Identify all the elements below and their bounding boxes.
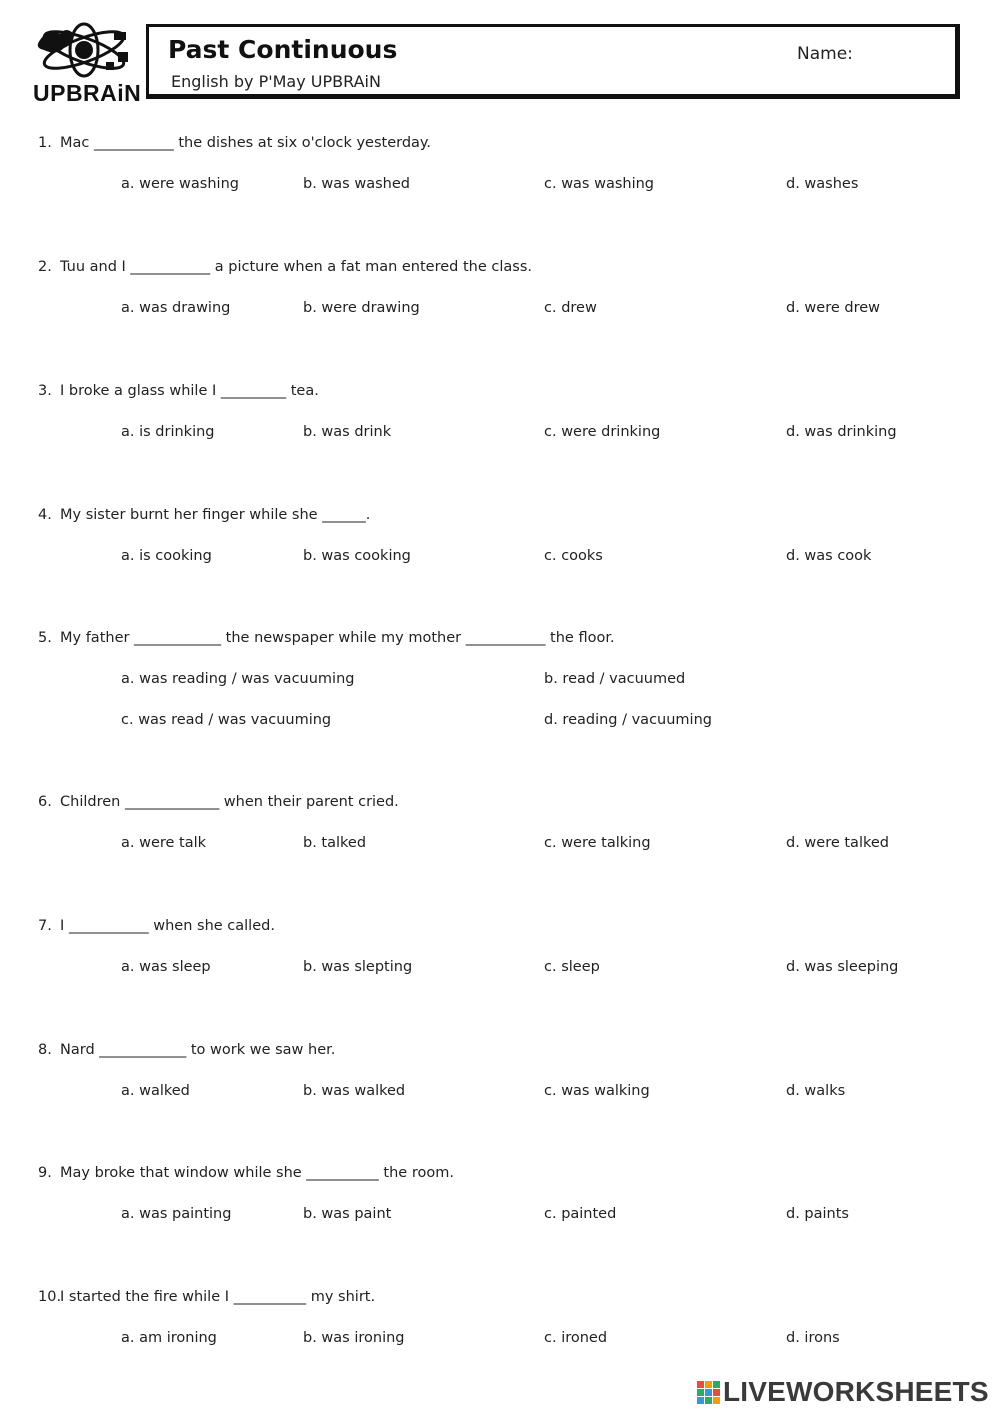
logo-wordmark: UPBRAiN [33, 80, 142, 106]
answer-option[interactable]: a. was drawing [121, 300, 231, 316]
answer-option[interactable]: c. sleep [544, 959, 600, 975]
answer-option[interactable]: d. irons [786, 1330, 840, 1346]
question-text: I broke a glass while I _________ tea. [60, 383, 319, 399]
answer-option[interactable]: b. read / vacuumed [544, 671, 686, 687]
answer-option[interactable]: c. was washing [544, 176, 655, 192]
liveworksheets-wordmark: LIVEWORKSHEETS [723, 1376, 989, 1407]
question-number: 7. [38, 918, 52, 934]
question-number: 3. [38, 383, 52, 399]
answer-option[interactable]: d. was sleeping [786, 959, 899, 975]
question-4 [38, 507, 370, 523]
answer-option[interactable]: a. is cooking [121, 548, 212, 564]
question-text: I ___________ when she called. [60, 918, 275, 934]
name-field-label: Name: [797, 44, 853, 64]
answer-option[interactable]: d. washes [786, 176, 859, 192]
question-number: 8. [38, 1042, 52, 1058]
question-text: Mac ___________ the dishes at six o'clock yesterday. [60, 135, 432, 151]
answer-option[interactable]: c. were talking [544, 835, 651, 851]
question-text: Tuu and I ___________ a picture when a fat man entered the class. [60, 259, 532, 275]
question-10 [38, 1289, 375, 1305]
answer-option[interactable]: b. was ironing [303, 1330, 405, 1346]
answer-option[interactable]: d. paints [786, 1206, 849, 1222]
answer-option[interactable]: b. was walked [303, 1083, 406, 1099]
answer-option[interactable]: c. was read / was vacuuming [121, 712, 332, 728]
question-number: 1. [38, 135, 52, 151]
worksheet-subtitle: English by P'May UPBRAiN [171, 72, 381, 91]
question-text: Nard ____________ to work we saw her. [60, 1042, 336, 1058]
question-1 [38, 135, 431, 151]
question-2 [38, 259, 532, 275]
answer-option[interactable]: c. cooks [544, 548, 603, 564]
answer-option[interactable]: c. was walking [544, 1083, 650, 1099]
answer-option[interactable]: b. was drink [303, 424, 392, 440]
question-number: 6. [38, 794, 52, 810]
answer-option[interactable]: a. walked [121, 1083, 190, 1099]
question-5 [38, 630, 615, 646]
answer-option[interactable]: d. was cook [786, 548, 872, 564]
answer-option[interactable]: c. painted [544, 1206, 617, 1222]
answer-option[interactable]: a. were talk [121, 835, 207, 851]
question-6 [38, 794, 399, 810]
answer-option[interactable]: a. is drinking [121, 424, 215, 440]
upbrain-logo [28, 22, 140, 106]
answer-option[interactable]: d. were drew [786, 300, 881, 316]
answer-option[interactable]: b. was washed [303, 176, 410, 192]
answer-option[interactable]: d. walks [786, 1083, 846, 1099]
question-text: My father ____________ the newspaper while my mother ___________ the floor. [60, 630, 615, 646]
question-text: May broke that window while she __________ the room. [60, 1165, 454, 1181]
answer-option[interactable]: a. was painting [121, 1206, 232, 1222]
answer-option[interactable]: d. reading / vacuuming [544, 712, 712, 728]
question-7 [38, 918, 275, 934]
question-text: Children _____________ when their parent cried. [60, 794, 399, 810]
question-number: 5. [38, 630, 52, 646]
question-3 [38, 383, 319, 399]
question-number: 9. [38, 1165, 52, 1181]
question-number: 4. [38, 507, 52, 523]
worksheet-header [146, 24, 960, 99]
worksheet-title: Past Continuous [168, 35, 398, 64]
answer-option[interactable]: b. talked [303, 835, 367, 851]
answer-option[interactable]: a. were washing [121, 176, 239, 192]
answer-option[interactable]: b. was slepting [303, 959, 413, 975]
question-number: 10. [38, 1289, 62, 1305]
question-8 [38, 1042, 335, 1058]
answer-option[interactable]: b. was paint [303, 1206, 392, 1222]
answer-option[interactable]: c. ironed [544, 1330, 608, 1346]
question-9 [38, 1165, 454, 1181]
answer-option[interactable]: b. was cooking [303, 548, 411, 564]
question-text: My sister burnt her finger while she ______. [60, 507, 371, 523]
question-text: I started the fire while I __________ my shirt. [60, 1289, 376, 1305]
answer-option[interactable]: d. was drinking [786, 424, 897, 440]
answer-option[interactable]: a. am ironing [121, 1330, 217, 1346]
question-number: 2. [38, 259, 52, 275]
answer-option[interactable]: b. were drawing [303, 300, 420, 316]
answer-option[interactable]: c. were drinking [544, 424, 661, 440]
answer-option[interactable]: c. drew [544, 300, 597, 316]
answer-option[interactable]: d. were talked [786, 835, 889, 851]
answer-option[interactable]: a. was sleep [121, 959, 211, 975]
brain-atom-icon [34, 22, 134, 78]
liveworksheets-icon [697, 1381, 721, 1405]
answer-option[interactable]: a. was reading / was vacuuming [121, 671, 355, 687]
